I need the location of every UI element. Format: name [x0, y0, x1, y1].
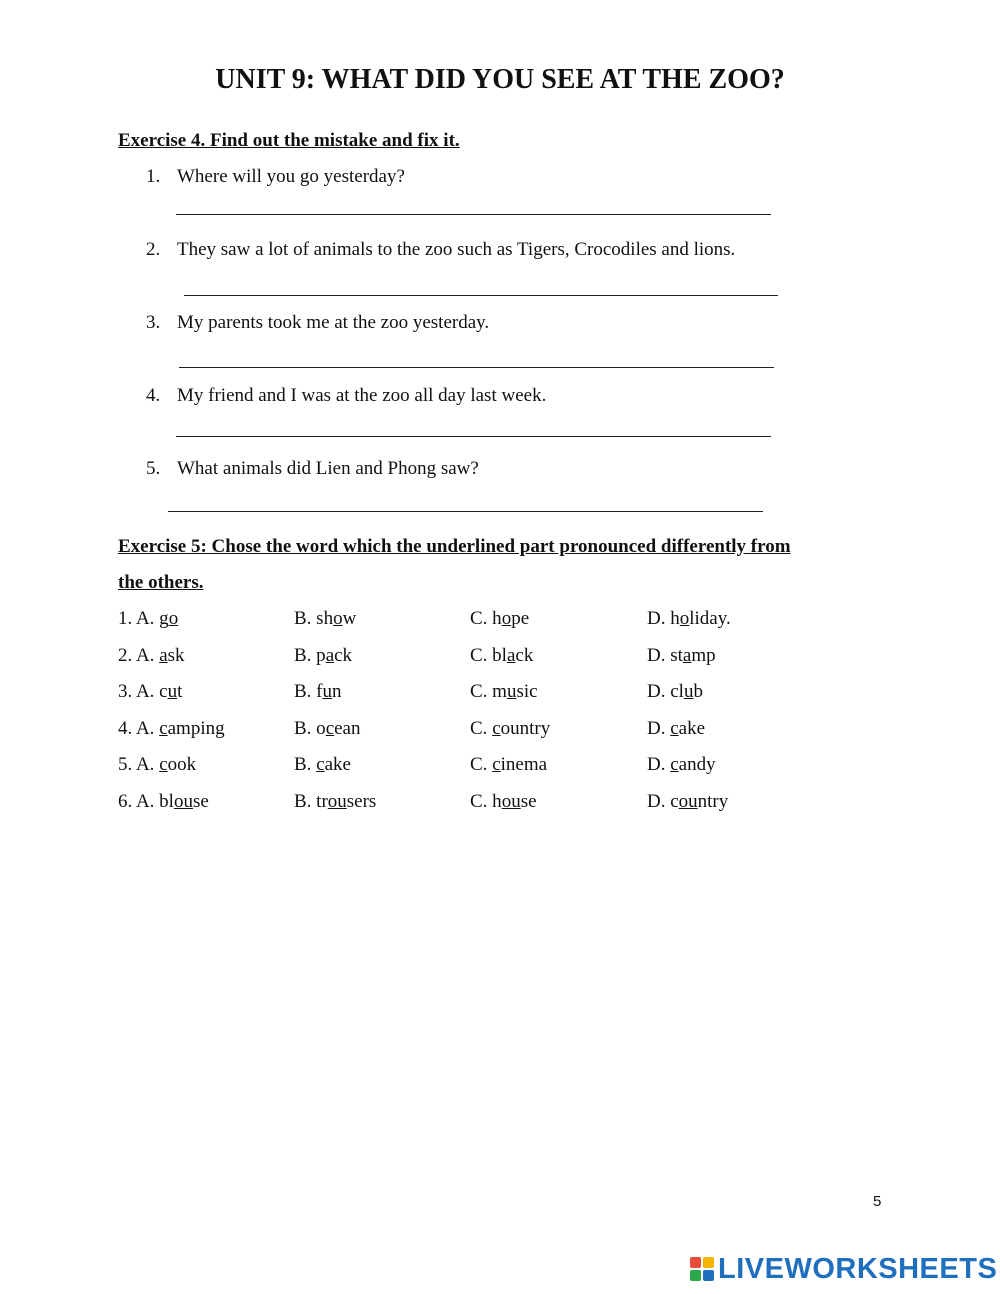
option-text: D. cl	[647, 681, 684, 703]
underlined-part: a	[506, 644, 516, 666]
underlined-part: a	[159, 644, 168, 666]
exercise4-question	[146, 312, 489, 334]
answer-line[interactable]	[176, 214, 771, 215]
option-text: 1. A. g	[118, 608, 169, 629]
answer-option[interactable]	[470, 645, 533, 667]
question-number: 1.	[146, 166, 161, 187]
option-text: 4. A.	[118, 717, 160, 739]
underlined-part: u	[506, 681, 517, 703]
answer-option[interactable]	[118, 645, 185, 667]
option-text: ean	[334, 717, 361, 739]
option-text: B. f	[294, 681, 323, 703]
answer-line[interactable]	[179, 367, 774, 368]
logo-square	[690, 1270, 701, 1281]
underlined-part: ou	[327, 791, 347, 812]
option-text: D.	[647, 754, 671, 776]
option-text: n	[332, 681, 342, 703]
exercise4-question	[146, 458, 479, 480]
underlined-part: c	[492, 754, 501, 776]
question-text: What animals did Lien and Phong saw?	[177, 458, 479, 479]
option-text: 2. A.	[118, 644, 160, 666]
page-title: UNIT 9: WHAT DID YOU SEE AT THE ZOO?	[215, 64, 785, 95]
option-text: 3. A. c	[118, 681, 168, 703]
page-number: 5	[873, 1193, 882, 1210]
answer-option[interactable]	[470, 718, 550, 740]
option-text: ake	[678, 717, 706, 739]
option-text: B. o	[294, 717, 326, 739]
option-text: ck	[515, 644, 534, 666]
underlined-part: c	[670, 754, 679, 776]
exercise4-heading: Exercise 4. Find out the mistake and fix it.	[118, 130, 460, 151]
question-text: Where will you go yesterday?	[177, 166, 405, 187]
answer-option[interactable]	[294, 645, 352, 667]
answer-option[interactable]	[647, 754, 716, 776]
option-text: ake	[324, 754, 351, 776]
answer-option[interactable]	[470, 791, 537, 813]
answer-option[interactable]	[647, 791, 728, 813]
option-text: B. tr	[294, 791, 328, 812]
option-text: ck	[334, 644, 353, 666]
option-text: ntry	[697, 791, 729, 812]
question-number: 4.	[146, 385, 161, 406]
underlined-part: c	[159, 717, 168, 739]
exercise4-question	[146, 385, 546, 407]
answer-option[interactable]	[647, 718, 705, 740]
answer-line[interactable]	[168, 511, 763, 512]
logo-icon	[690, 1257, 714, 1281]
option-text: inema	[500, 754, 548, 776]
option-text: D.	[647, 717, 671, 739]
question-number: 5.	[146, 458, 161, 479]
underlined-part: c	[492, 717, 501, 739]
answer-option[interactable]	[647, 645, 716, 667]
option-text: 6. A. bl	[118, 791, 174, 812]
logo-square	[703, 1270, 714, 1281]
option-text: C.	[470, 717, 493, 739]
answer-option[interactable]	[118, 754, 196, 776]
exercise5-heading-line2: the others.	[118, 572, 204, 593]
option-text: sk	[167, 644, 185, 666]
option-text: ook	[167, 754, 197, 776]
option-text: pe	[511, 608, 530, 629]
option-text: D. h	[647, 608, 680, 629]
question-text: They saw a lot of animals to the zoo such as Tigers, Crocodiles and lions.	[177, 239, 736, 260]
option-text: se	[520, 791, 537, 812]
answer-option[interactable]	[118, 681, 182, 703]
question-text: My friend and I was at the zoo all day last week.	[177, 385, 547, 406]
logo-text: LIVEWORKSHEETS	[718, 1252, 998, 1285]
option-text: B. p	[294, 644, 326, 666]
answer-option[interactable]	[470, 608, 529, 630]
answer-option[interactable]	[470, 754, 547, 776]
exercise5-heading-line1: Exercise 5: Chose the word which the underlined part pronounced differently from	[118, 536, 791, 557]
option-text: D. st	[647, 644, 683, 666]
option-text: b	[693, 681, 703, 703]
option-text: C. m	[470, 681, 507, 703]
underlined-part: u	[167, 681, 178, 703]
underlined-part: c	[325, 717, 335, 739]
option-text: C. h	[470, 791, 502, 812]
logo-square	[703, 1257, 714, 1268]
answer-option[interactable]	[118, 791, 209, 813]
underlined-part: ou	[678, 791, 698, 812]
exercise4-question	[146, 239, 735, 261]
answer-option[interactable]	[118, 608, 178, 630]
option-text: C. bl	[470, 644, 507, 666]
option-text: andy	[678, 754, 716, 776]
answer-option[interactable]	[294, 718, 361, 740]
option-text: liday.	[689, 608, 731, 629]
option-text: D. c	[647, 791, 679, 812]
underlined-part: c	[159, 754, 168, 776]
underlined-part: a	[682, 644, 692, 666]
answer-line[interactable]	[176, 436, 771, 437]
answer-option[interactable]	[294, 791, 376, 813]
answer-option[interactable]	[647, 608, 731, 630]
option-text: C. h	[470, 608, 502, 629]
answer-line[interactable]	[184, 295, 778, 296]
underlined-part: c	[316, 754, 325, 776]
question-number: 3.	[146, 312, 161, 333]
option-text: C.	[470, 754, 493, 776]
option-text: mp	[691, 644, 716, 666]
answer-option[interactable]	[294, 608, 356, 630]
option-text: 5. A.	[118, 754, 160, 776]
option-text: se	[192, 791, 209, 812]
liveworksheets-logo	[690, 1253, 997, 1285]
answer-option[interactable]	[118, 718, 225, 740]
question-number: 2.	[146, 239, 161, 260]
option-text: amping	[167, 717, 225, 739]
underlined-part: ou	[173, 791, 193, 812]
answer-option[interactable]	[294, 754, 351, 776]
underlined-part: u	[322, 681, 332, 703]
underlined-part: o	[679, 608, 690, 629]
option-text: B.	[294, 754, 317, 776]
exercise4-question	[146, 166, 405, 188]
underlined-part: o	[501, 608, 512, 629]
underlined-part: u	[683, 681, 694, 703]
option-text: w	[342, 608, 357, 629]
option-text: sic	[516, 681, 538, 703]
option-text: sers	[346, 791, 377, 812]
logo-square	[690, 1257, 701, 1268]
answer-option[interactable]	[294, 681, 342, 703]
option-text: ountry	[500, 717, 551, 739]
underlined-part: o	[333, 608, 343, 629]
answer-option[interactable]	[470, 681, 538, 703]
underlined-part: o	[168, 608, 179, 629]
underlined-part: a	[325, 644, 335, 666]
underlined-part: c	[670, 717, 679, 739]
answer-option[interactable]	[647, 681, 703, 703]
option-text: B. sh	[294, 608, 334, 629]
question-text: My parents took me at the zoo yesterday.	[177, 312, 490, 333]
option-text: t	[177, 681, 183, 703]
underlined-part: ou	[501, 791, 521, 812]
